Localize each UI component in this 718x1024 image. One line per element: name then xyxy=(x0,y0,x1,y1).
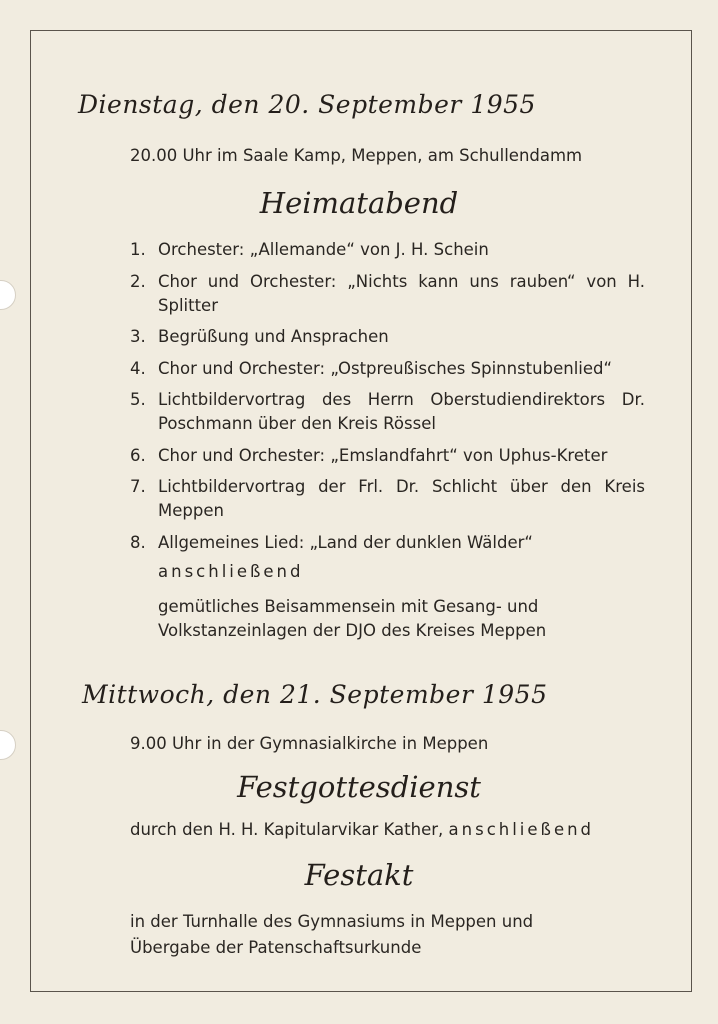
by-line-afterwards: anschließend xyxy=(448,820,595,839)
program-item-text: Allgemeines Lied: „Land der dunklen Wälder“ xyxy=(158,532,533,552)
day2-by-line xyxy=(130,820,594,839)
program-item-number: 4. xyxy=(130,358,146,378)
program-item-number: 3. xyxy=(130,327,146,346)
program-item-text: Lichtbildervortrag des Herrn Oberstudiendirektors Dr. Poschmann über den Kreis Rössel xyxy=(158,390,645,433)
closing-line-2: Übergabe der Patenschaftsurkunde xyxy=(130,938,422,957)
day2-event-title: Festgottesdienst xyxy=(237,770,481,804)
program-item-number: 5. xyxy=(130,390,146,409)
closing-line-1: in der Turnhalle des Gymnasiums in Meppen und xyxy=(130,912,534,931)
by-line-text: durch den H. H. Kapitularvikar Kather, xyxy=(130,820,444,839)
program-item-text: Begrüßung und Ansprachen xyxy=(158,327,389,346)
program-item xyxy=(130,238,645,262)
program-item-number: 7. xyxy=(130,477,146,496)
day1-time-place: 20.00 Uhr im Saale Kamp, Meppen, am Schullendamm xyxy=(130,146,583,165)
afterwards-label: anschließend xyxy=(158,562,304,581)
punch-hole xyxy=(0,730,16,760)
program-item-text: Orchester: „Allemande“ von J. H. Schein xyxy=(158,240,489,259)
program-item xyxy=(130,270,645,318)
program-item-number: 1. xyxy=(130,240,146,259)
punch-hole xyxy=(0,280,16,310)
day2-event2-title: Festakt xyxy=(304,858,414,892)
program-item xyxy=(130,531,645,555)
program-item xyxy=(130,357,645,381)
day1-event-title: Heimatabend xyxy=(259,186,459,220)
program-item-text: Chor und Orchester: „Nichts kann uns rauben“ von H. Splitter xyxy=(158,271,645,315)
program-item xyxy=(130,475,645,523)
day2-time-place: 9.00 Uhr in der Gymnasialkirche in Meppen xyxy=(130,734,489,753)
program-item-text: Lichtbildervortrag der Frl. Dr. Schlicht über den Kreis Meppen xyxy=(158,477,645,520)
day2-heading: Mittwoch, den 21. September 1955 xyxy=(82,680,548,709)
program-item xyxy=(130,444,645,468)
program-item-text: Chor und Orchester: „Ostpreußisches Spinnstubenlied“ xyxy=(158,358,613,378)
afterwards-text: gemütliches Beisammensein mit Gesang- und Volkstanzeinlagen der DJO des Kreises Meppen xyxy=(158,597,547,640)
program-list xyxy=(130,238,645,562)
program-item xyxy=(130,325,645,349)
program-item-number: 8. xyxy=(130,532,146,552)
program-item-text: Chor und Orchester: „Emslandfahrt“ von Uphus-Kreter xyxy=(158,445,608,465)
program-item xyxy=(130,388,645,436)
program-item-number: 2. xyxy=(130,271,146,291)
program-item-number: 6. xyxy=(130,445,146,465)
day1-heading: Dienstag, den 20. September 1955 xyxy=(78,90,536,119)
